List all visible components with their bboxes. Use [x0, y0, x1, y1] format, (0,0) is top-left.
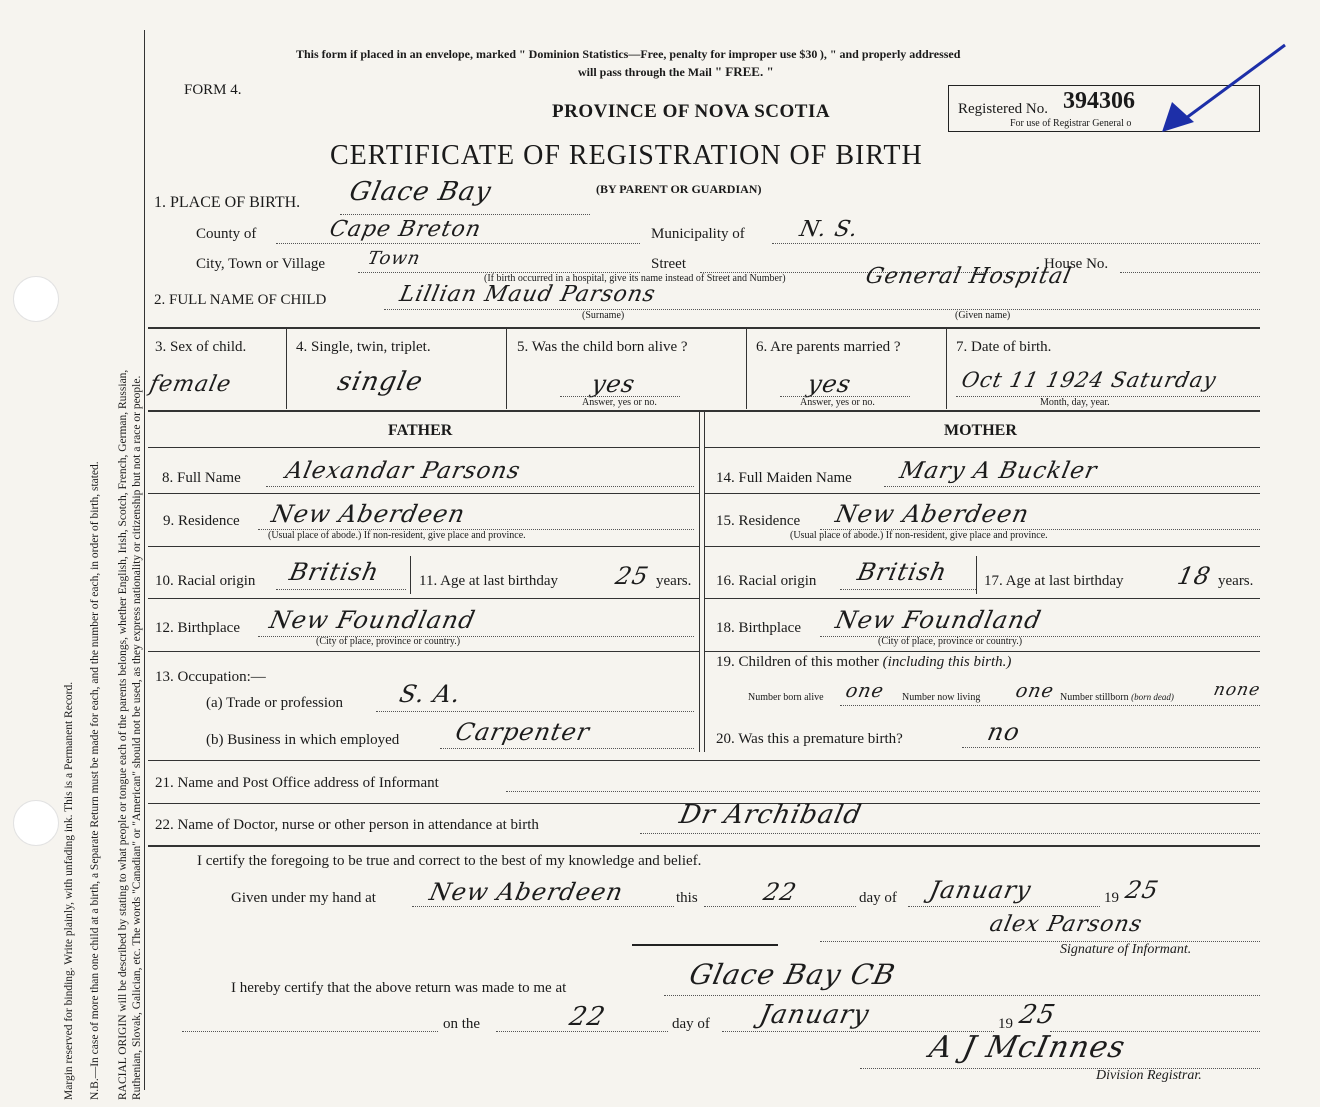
father-birthplace-value: New Foundland: [267, 606, 479, 634]
stillborn-label-main: Number stillborn: [1060, 692, 1129, 703]
given-year-prefix: 19: [1104, 890, 1119, 906]
plurality-label: 4. Single, twin, triplet.: [296, 339, 431, 355]
born-alive-count-value: one: [843, 680, 887, 702]
registrar-place: Glace Bay CB: [686, 958, 899, 991]
check-arrow-icon: [1150, 40, 1290, 135]
parents-married-note: Answer, yes or no.: [800, 397, 875, 408]
certificate-title: CERTIFICATE OF REGISTRATION OF BIRTH: [330, 140, 923, 171]
informant-signature: alex Parsons: [987, 912, 1145, 937]
binding-hole-bottom: [13, 800, 59, 846]
margin-binding-note: Margin reserved for binding. Write plainly, with unfading ink. This is a Permanent Record.: [63, 681, 75, 1100]
mother-age-label: 17. Age at last birthday: [984, 573, 1124, 589]
house-label: House No.: [1044, 256, 1109, 272]
date-of-birth-label: 7. Date of birth.: [956, 339, 1052, 355]
binding-hole-top: [13, 276, 59, 322]
business-label: (b) Business in which employed: [206, 732, 400, 748]
mother-residence-label: 15. Residence: [716, 513, 801, 529]
parents-married-label: 6. Are parents married ?: [756, 339, 901, 355]
place-of-birth-label: 1. PLACE OF BIRTH.: [154, 194, 301, 211]
city-value: Town: [365, 248, 423, 269]
street-label: Street: [651, 256, 686, 272]
father-age-label: 11. Age at last birthday: [419, 573, 558, 589]
child-name-value: Lillian Maud Parsons: [397, 282, 659, 307]
boxes-top-rule: [148, 327, 1260, 329]
place-of-birth-value: Glace Bay: [346, 177, 495, 207]
date-of-birth-note: Month, day, year.: [1040, 397, 1110, 408]
registrar-signature: A J McInnes: [926, 1030, 1129, 1065]
registrar-year: 25: [1016, 1000, 1059, 1030]
father-birthplace-label: 12. Birthplace: [155, 620, 240, 636]
registrar-signature-label: Division Registrar.: [1096, 1068, 1202, 1083]
given-at-place: New Aberdeen: [427, 878, 626, 906]
registrar-note: For use of Registrar General o: [1010, 118, 1132, 129]
registrar-day: 22: [566, 1002, 609, 1032]
informant-signature-label: Signature of Informant.: [1060, 942, 1192, 957]
mother-name-value: Mary A Buckler: [897, 458, 1100, 484]
on-the-label: on the: [443, 1016, 481, 1032]
father-residence-value: New Aberdeen: [269, 500, 468, 528]
plurality-value: single: [334, 367, 426, 397]
living-count-value: one: [1013, 680, 1057, 702]
column-divider: [699, 412, 700, 752]
given-month: January: [927, 876, 1035, 904]
born-alive-label: 5. Was the child born alive ?: [517, 339, 688, 355]
sex-value: female: [147, 372, 234, 397]
postal-notice-free: " FREE. ": [714, 64, 774, 79]
stillborn-count-value: none: [1211, 680, 1263, 700]
mother-heading: MOTHER: [944, 422, 1017, 439]
registrar-day-of-label: day of: [672, 1016, 710, 1032]
children-label-main: 19. Children of this mother: [716, 654, 879, 670]
born-alive-value: yes: [589, 370, 639, 398]
postal-notice-mail: will pass through the Mail: [578, 65, 712, 79]
surname-note: (Surname): [582, 310, 625, 321]
father-age-years: years.: [656, 573, 692, 589]
stillborn-label-note: (born dead): [1131, 692, 1174, 702]
municipality-value: N. S.: [797, 217, 861, 242]
margin-racial-origin-note-2: Ruthenian, Slovak, Galician, etc. The words "Canadian" or "American" should not be used, as they express nationality or citizenship but not a race or people.: [131, 375, 143, 1100]
given-name-note: (Given name): [955, 310, 1011, 321]
living-count-label: Number now living: [902, 692, 981, 703]
parents-married-value: yes: [805, 370, 855, 398]
registered-label: Registered No.: [958, 101, 1048, 117]
father-heading: FATHER: [388, 422, 453, 439]
children-label-italic: (including this birth.): [882, 654, 1012, 670]
postal-notice: This form if placed in an envelope, marked " Dominion Statistics—Free, penalty for improper use $30 ), " and properly addressed: [296, 47, 961, 61]
mother-residence-note: (Usual place of abode.) If non-resident, give place and province.: [790, 530, 1048, 541]
certify-statement: I certify the foregoing to be true and correct to the best of my knowledge and belief.: [197, 853, 702, 869]
mother-racial-origin-value: British: [855, 558, 950, 586]
children-label: [716, 654, 1011, 671]
father-name-label: 8. Full Name: [162, 470, 241, 486]
margin-multiple-birth-note: N.B.—In case of more than one child at a birth, a Separate Return must be made for each, and the number of each, in order of birth, stated.: [89, 461, 101, 1100]
mother-birthplace-value: New Foundland: [833, 606, 1045, 634]
father-birthplace-note: (City of place, province or country.): [316, 636, 461, 647]
given-at-label: Given under my hand at: [231, 890, 376, 906]
mother-residence-value: New Aberdeen: [833, 500, 1032, 528]
given-day-of-label: day of: [859, 890, 897, 906]
mother-name-label: 14. Full Maiden Name: [716, 470, 852, 486]
province-heading: PROVINCE OF NOVA SCOTIA: [552, 101, 831, 122]
father-residence-label: 9. Residence: [163, 513, 240, 529]
city-label: City, Town or Village: [196, 256, 326, 272]
father-residence-note: (Usual place of abode.) If non-resident, give place and province.: [268, 530, 526, 541]
father-racial-origin-value: British: [287, 558, 382, 586]
postal-notice-2: [578, 64, 774, 80]
given-day: 22: [761, 878, 800, 906]
municipality-label: Municipality of: [651, 226, 745, 242]
mother-age-value: 18: [1175, 562, 1214, 590]
business-value: Carpenter: [453, 718, 593, 746]
margin-racial-origin-note: RACIAL ORIGIN will be described by stating to what people or tongue each of the parents belongs, whether English, Irish, Scotch, French, German, Russian,: [117, 369, 129, 1100]
mother-birthplace-note: (City of place, province or country.): [878, 636, 1023, 647]
margin-rule: [144, 30, 145, 1090]
father-age-value: 25: [613, 562, 652, 590]
premature-label: 20. Was this a premature birth?: [716, 731, 903, 747]
child-name-label: 2. FULL NAME OF CHILD: [154, 292, 327, 308]
trade-value: S. A.: [397, 680, 464, 708]
registrar-statement: I hereby certify that the above return was made to me at: [231, 980, 567, 996]
mother-racial-origin-label: 16. Racial origin: [716, 573, 817, 589]
registrar-month: January: [756, 1000, 873, 1030]
registered-number: 394306: [1063, 88, 1135, 114]
stillborn-count-label: [1060, 692, 1174, 703]
occupation-label: 13. Occupation:—: [155, 669, 266, 685]
hospital-value: General Hospital: [863, 264, 1074, 289]
form-number: FORM 4.: [184, 82, 242, 98]
doctor-value: Dr Archibald: [676, 800, 865, 830]
father-name-value: Alexandar Parsons: [283, 458, 523, 484]
this-label: this: [676, 890, 698, 906]
county-label: County of: [196, 226, 257, 242]
hospital-note: (If birth occurred in a hospital, give its name instead of Street and Number): [484, 273, 786, 284]
trade-label: (a) Trade or profession: [206, 695, 344, 711]
mother-birthplace-label: 18. Birthplace: [716, 620, 801, 636]
informant-label: 21. Name and Post Office address of Informant: [155, 775, 439, 791]
date-of-birth-value: Oct 11 1924 Saturday: [959, 368, 1219, 392]
certificate-subtitle: (BY PARENT OR GUARDIAN): [596, 182, 762, 196]
born-alive-count-label: Number born alive: [748, 692, 824, 703]
county-value: Cape Breton: [327, 217, 484, 242]
father-racial-origin-label: 10. Racial origin: [155, 573, 256, 589]
sex-label: 3. Sex of child.: [155, 339, 247, 355]
born-alive-note: Answer, yes or no.: [582, 397, 657, 408]
mother-age-years: years.: [1218, 573, 1254, 589]
registrar-year-prefix: 19: [998, 1016, 1013, 1032]
premature-value: no: [985, 718, 1023, 746]
certify-divider: [632, 944, 778, 946]
doctor-label: 22. Name of Doctor, nurse or other person in attendance at birth: [155, 817, 539, 833]
given-year: 25: [1123, 876, 1162, 904]
